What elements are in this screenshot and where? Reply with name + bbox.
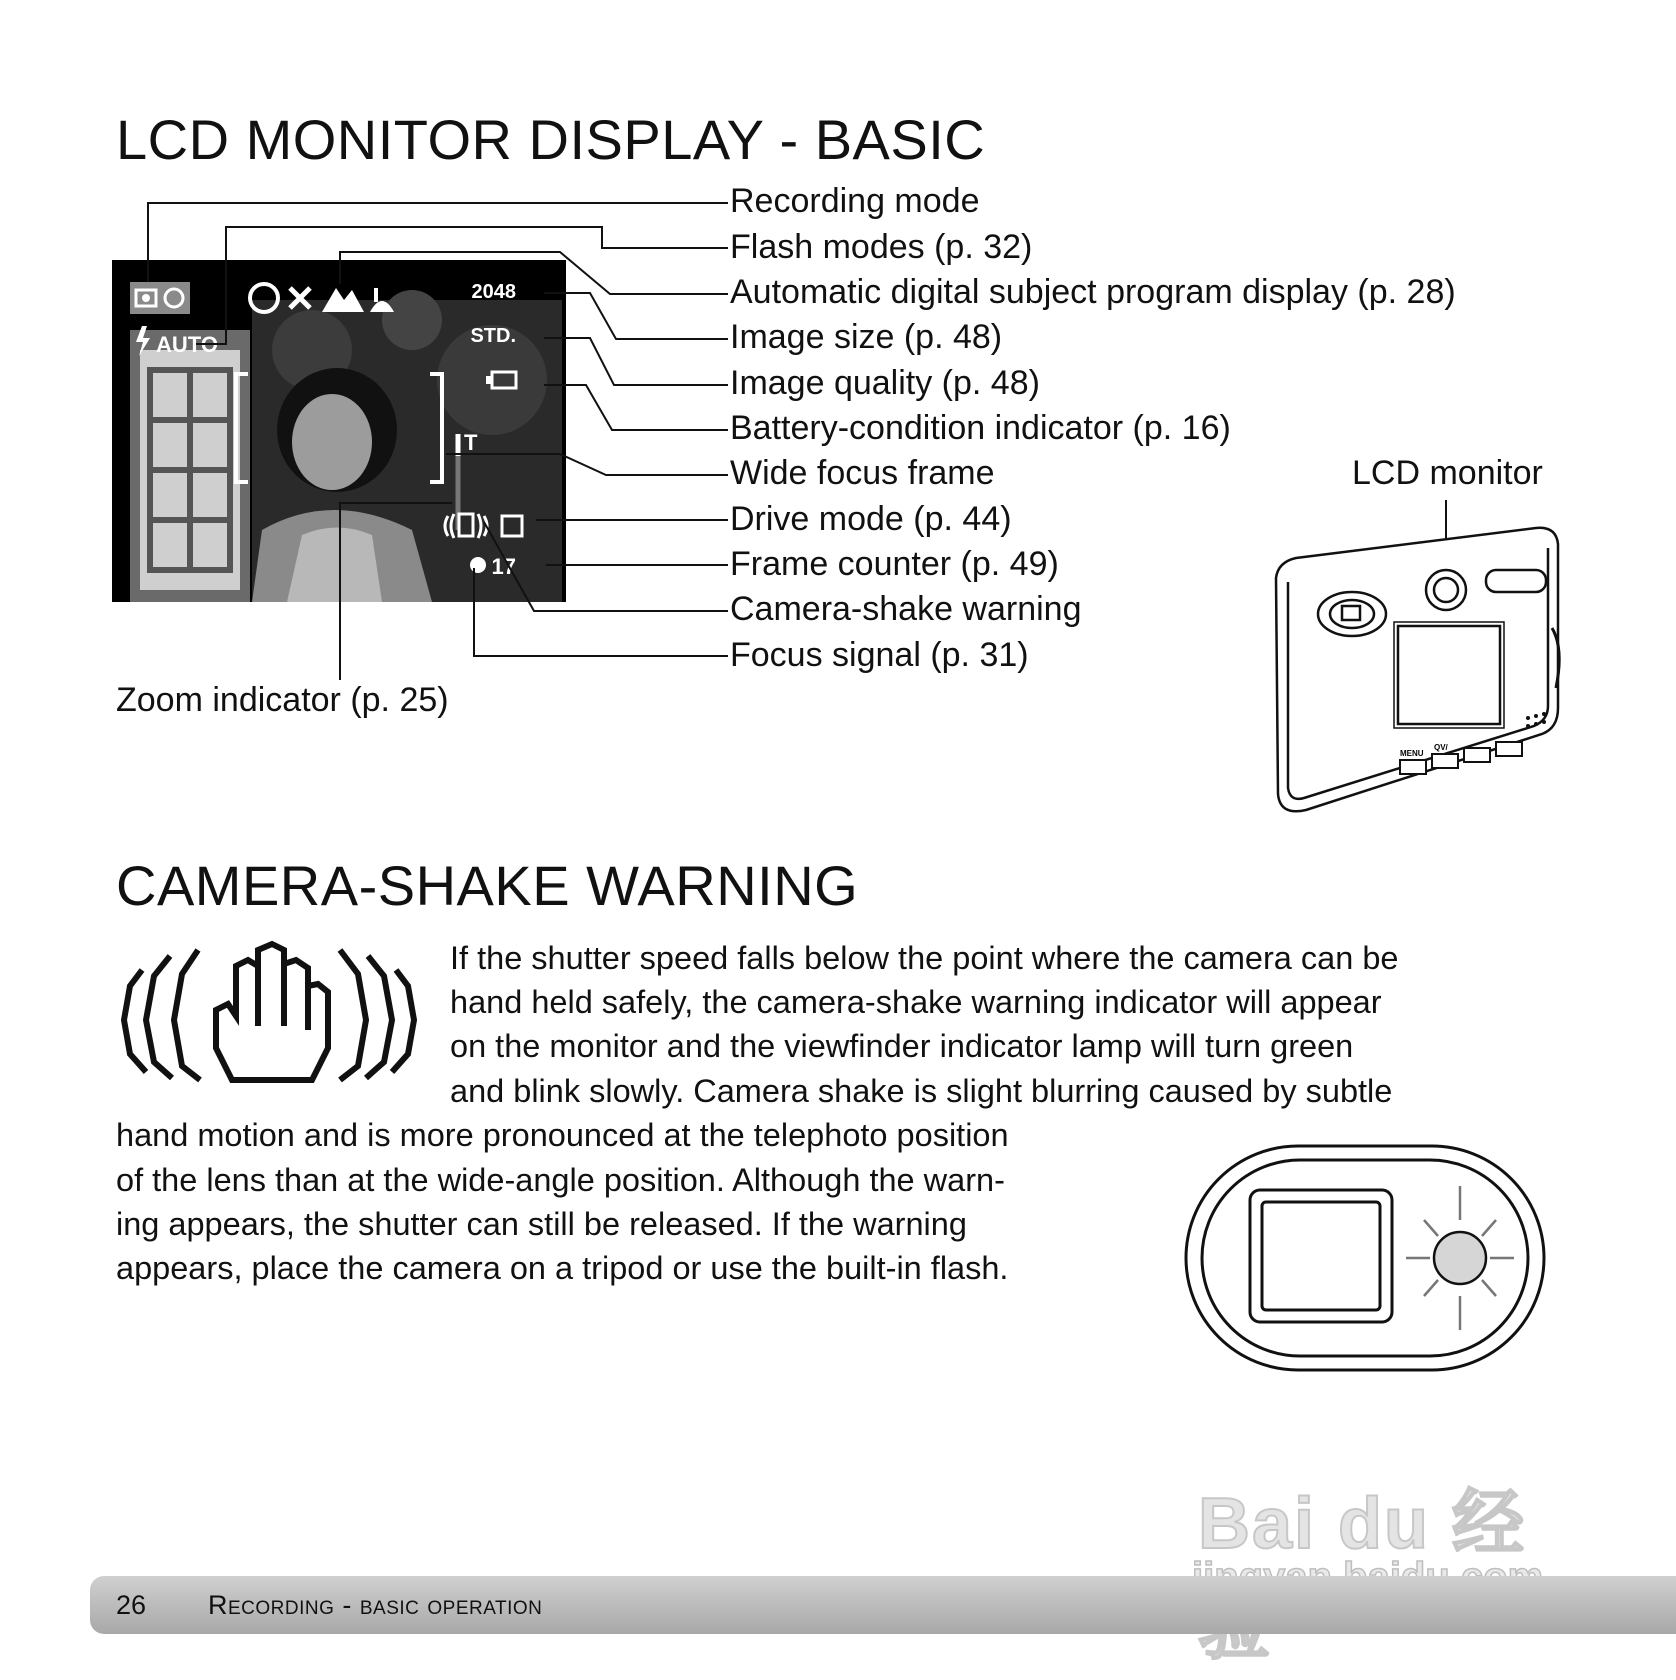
footer-section-title: Recording - basic operation bbox=[208, 1590, 543, 1620]
callout-recording-mode: Recording mode bbox=[730, 182, 980, 220]
callout-zoom-indicator: Zoom indicator (p. 25) bbox=[116, 681, 449, 719]
frame-counter-readout: 17 bbox=[491, 554, 516, 579]
camera-back-illustration bbox=[1266, 518, 1566, 818]
callout-flash-modes: Flash modes (p. 32) bbox=[730, 228, 1033, 266]
viewfinder-indicator-lamp bbox=[1434, 1232, 1486, 1284]
paragraph-line-3: on the monitor and the viewfinder indicator lamp will turn green bbox=[450, 1028, 1354, 1064]
lcd-monitor-label: LCD monitor bbox=[1352, 454, 1543, 492]
camera-menu-button-label: MENU bbox=[1400, 749, 1424, 758]
paragraph-line-4: and blink slowly. Camera shake is slight blurring caused by subtle bbox=[450, 1073, 1393, 1109]
callout-camera-shake: Camera-shake warning bbox=[730, 590, 1082, 628]
section-heading-camera-shake: CAMERA-SHAKE WARNING bbox=[116, 854, 859, 917]
paragraph-line-6: of the lens than at the wide-angle position. Although the warn- bbox=[116, 1162, 1005, 1198]
callout-image-quality: Image quality (p. 48) bbox=[730, 364, 1040, 402]
callout-image-size: Image size (p. 48) bbox=[730, 318, 1003, 356]
callout-subject-program: Automatic digital subject program display (p. 28) bbox=[730, 273, 1456, 311]
callout-frame-counter: Frame counter (p. 49) bbox=[730, 545, 1059, 583]
paragraph-line-2: hand held safely, the camera-shake warning indicator will appear bbox=[450, 984, 1382, 1020]
paragraph-line-7: ing appears, the shutter can still be released. If the warning bbox=[116, 1206, 967, 1242]
camera-qv-button-label: QV/ bbox=[1434, 743, 1448, 752]
camera-shake-hand-icon bbox=[112, 930, 424, 1090]
page-number: 26 bbox=[116, 1590, 147, 1620]
image-quality-readout: STD. bbox=[470, 325, 516, 347]
flash-readout: AUTO bbox=[156, 332, 218, 357]
callout-focus-signal: Focus signal (p. 31) bbox=[730, 636, 1029, 674]
callout-wide-focus-frame: Wide focus frame bbox=[730, 454, 995, 492]
section-heading-lcd-display: LCD MONITOR DISPLAY - BASIC bbox=[116, 108, 986, 171]
watermark-brand: Bai du 经 bbox=[1198, 1484, 1527, 1564]
image-size-readout: 2048 bbox=[471, 281, 516, 303]
callout-battery: Battery-condition indicator (p. 16) bbox=[730, 409, 1231, 447]
callout-drive-mode: Drive mode (p. 44) bbox=[730, 500, 1012, 538]
paragraph-line-5: hand motion and is more pronounced at the telephoto position bbox=[116, 1117, 1009, 1153]
paragraph-line-8: appears, place the camera on a tripod or use the built-in flash. bbox=[116, 1250, 1009, 1286]
paragraph-line-1: If the shutter speed falls below the point where the camera can be bbox=[450, 940, 1399, 976]
viewfinder-lamp-illustration bbox=[1180, 1140, 1550, 1376]
zoom-tele-mark: T bbox=[464, 430, 478, 455]
